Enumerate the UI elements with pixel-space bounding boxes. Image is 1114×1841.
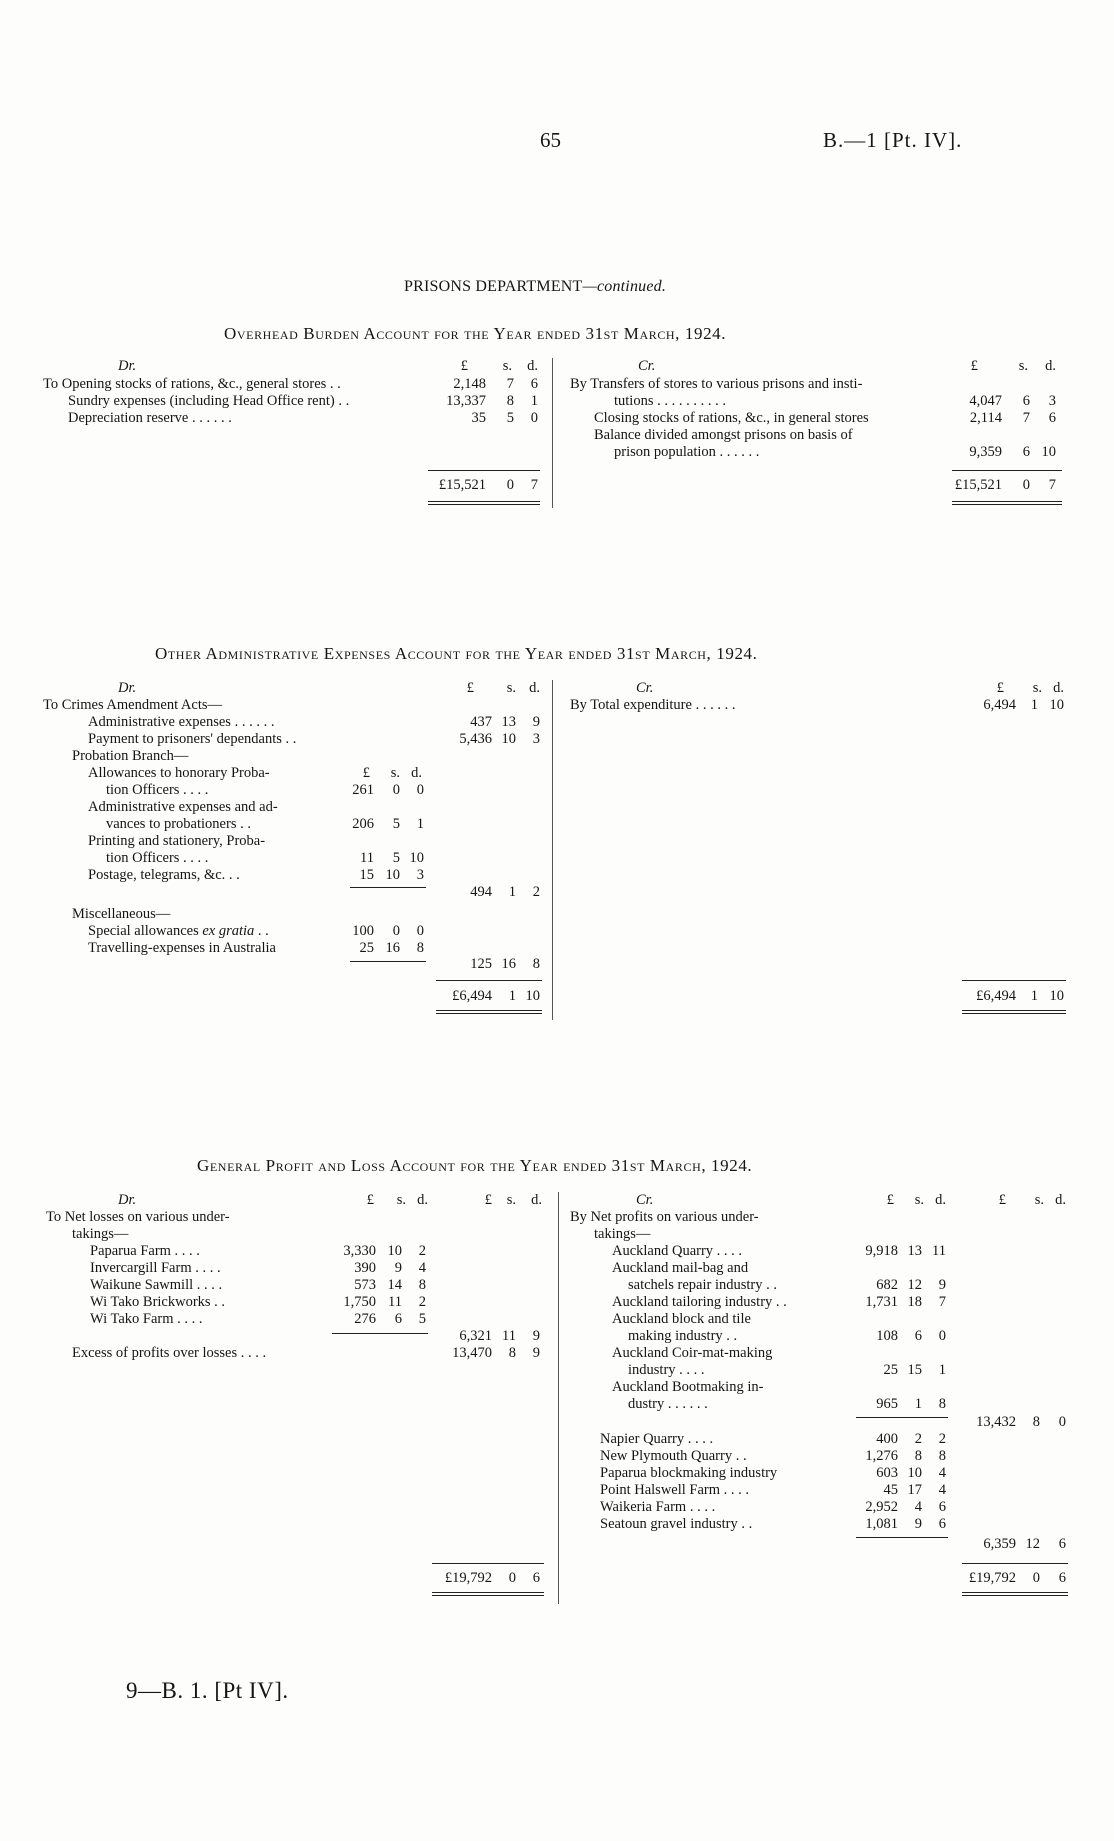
overhead-cr-row-shillings: 7 — [1022, 410, 1030, 426]
pl-cr-row-pence: 2 — [938, 1431, 946, 1447]
admin-crimes-row-text: Payment to prisoners' dependants . . — [88, 731, 297, 747]
pl-cr-row-text: Point Halswell Farm . . . . — [600, 1482, 750, 1498]
pl-dr-excess-shillings: 8 — [508, 1345, 516, 1361]
pl-cr-row-pence: 9 — [938, 1277, 946, 1293]
admin-cr-row-pence: 10 — [1049, 697, 1064, 713]
admin-crimes-row-pence: 3 — [532, 731, 540, 747]
overhead-dr-row-shillings: 5 — [506, 410, 514, 426]
admin-cr-row-pounds: 6,494 — [983, 697, 1016, 713]
pl-cr-row-pence: 4 — [938, 1465, 946, 1481]
admin-misc-total-shillings: 16 — [501, 956, 516, 972]
admin-cr-row-shillings: 1 — [1030, 697, 1038, 713]
pl-cr-row-shillings: 18 — [907, 1294, 922, 1310]
overhead-cr-col-pound: £ — [970, 358, 978, 374]
pl-cr-group2-total-pence: 6 — [1058, 1536, 1066, 1552]
admin-probation-row-text-cont: tion Officers . . . . — [106, 850, 209, 866]
pl-dr-heading: To Net losses on various under- — [46, 1209, 230, 1225]
pl-cr-group2-total-shillings: 12 — [1025, 1536, 1040, 1552]
pl-dr-total-pence: 6 — [532, 1570, 540, 1586]
pl-cr-row-pounds: 45 — [883, 1482, 898, 1498]
pl-cr-row-shillings: 13 — [907, 1243, 922, 1259]
pl-dr-losses-rule — [332, 1333, 428, 1334]
pl-title: General Profit and Loss Account for the Year ended 31st March, 1924. — [197, 1156, 753, 1175]
pl-dr-row-pence: 2 — [418, 1243, 426, 1259]
pl-dr-row-pounds: 3,330 — [343, 1243, 376, 1259]
pl-cr-group1-total-pounds: 13,432 — [976, 1414, 1016, 1430]
overhead-dr-total-rule — [428, 470, 540, 471]
pl-dr-excess-pounds: 13,470 — [452, 1345, 492, 1361]
overhead-title: Overhead Burden Account for the Year ended 31st March, 1924. — [224, 324, 727, 343]
admin-cr-total-rule — [962, 980, 1066, 981]
pl-cr-row-pence: 11 — [932, 1243, 946, 1259]
overhead-col-s: s. — [502, 358, 512, 374]
admin-cr-col-pound: £ — [996, 680, 1004, 696]
pl-cr-row-pounds: 400 — [876, 1431, 898, 1447]
admin-misc-row-shillings: 0 — [392, 923, 400, 939]
pl-cr-row-pence: 4 — [938, 1482, 946, 1498]
pl-cr-col-d-a: d. — [935, 1192, 946, 1208]
admin-crimes-row-text: Administrative expenses . . . . . . — [88, 714, 275, 730]
admin-cr-total-double-rule — [962, 1010, 1066, 1014]
pl-dr-col-d-b: d. — [531, 1192, 542, 1208]
overhead-dr-row-shillings: 7 — [506, 376, 514, 392]
pl-cr-row-text: Paparua blockmaking industry — [600, 1465, 778, 1481]
admin-col-pound: £ — [466, 680, 474, 696]
admin-cr-col-d: d. — [1053, 680, 1064, 696]
overhead-dr-total-double-rule — [428, 501, 540, 505]
pl-cr-heading: By Net profits on various under- — [570, 1209, 759, 1225]
pl-cr-row-text-cont: satchels repair industry . . — [628, 1277, 777, 1293]
pl-cr-row-text: Auckland Quarry . . . . — [612, 1243, 743, 1259]
pl-cr-col-d-b: d. — [1055, 1192, 1066, 1208]
overhead-dr-row-text: Sundry expenses (including Head Office rent) . . — [68, 393, 350, 409]
overhead-col-d: d. — [527, 358, 538, 374]
admin-probation-row-pence: 1 — [416, 816, 424, 832]
overhead-dr-label: Dr. — [118, 358, 137, 374]
overhead-cr-total-pounds: £15,521 — [954, 477, 1002, 493]
pl-cr-row-text: New Plymouth Quarry . . — [600, 1448, 747, 1464]
pl-cr-row-shillings: 1 — [914, 1396, 922, 1412]
pl-cr-group1-total-pence: 0 — [1058, 1414, 1066, 1430]
pl-cr-row-text: Auckland mail-bag and — [612, 1260, 749, 1276]
pl-cr-row-text: Auckland tailoring industry . . — [612, 1294, 787, 1310]
admin-probation-total-pence: 2 — [532, 884, 540, 900]
pl-cr-group1-rule — [856, 1417, 948, 1418]
admin-misc-row-pounds: 25 — [359, 940, 374, 956]
admin-misc-row-text-leader: . . — [254, 923, 269, 939]
overhead-dr-row-pounds: 2,148 — [453, 376, 486, 392]
admin-probation-col-pound: £ — [362, 765, 370, 781]
pl-dr-row-pounds: 573 — [354, 1277, 376, 1293]
admin-dr-total-rule — [436, 980, 542, 981]
pl-cr-row-pence: 6 — [938, 1516, 946, 1532]
overhead-cr-row-shillings: 6 — [1022, 444, 1030, 460]
pl-cr-row-pounds: 682 — [876, 1277, 898, 1293]
pl-cr-row-text: Auckland Coir-mat-making — [612, 1345, 773, 1361]
pl-dr-row-text: Invercargill Farm . . . . — [90, 1260, 221, 1276]
admin-probation-heading: Probation Branch— — [72, 748, 189, 764]
admin-dr-total-double-rule — [436, 1010, 542, 1014]
department-title — [404, 278, 666, 296]
admin-misc-row-pence: 0 — [416, 923, 424, 939]
admin-cr-label: Cr. — [636, 680, 654, 696]
overhead-cr-row-text: Closing stocks of rations, &c., in general stores — [594, 410, 869, 426]
pl-cr-total-double-rule — [962, 1592, 1068, 1596]
pl-cr-row-pounds: 9,918 — [865, 1243, 898, 1259]
overhead-cr-total-rule — [952, 470, 1062, 471]
admin-misc-row-text-a: Special allowances — [88, 923, 203, 939]
admin-dr-total-shillings: 1 — [508, 988, 516, 1004]
pl-dr-total-rule — [432, 1563, 544, 1564]
admin-probation-row-pounds: 261 — [352, 782, 374, 798]
admin-dr-label: Dr. — [118, 680, 137, 696]
admin-probation-col-d: d. — [411, 765, 422, 781]
pl-dr-col-pound-b: £ — [484, 1192, 492, 1208]
pl-dr-row-text: Wi Tako Brickworks . . — [90, 1294, 226, 1310]
overhead-dr-row-pence: 1 — [530, 393, 538, 409]
pl-cr-row-pounds: 1,276 — [865, 1448, 898, 1464]
admin-col-s: s. — [506, 680, 516, 696]
pl-cr-row-pounds: 2,952 — [865, 1499, 898, 1515]
pl-cr-row-pence: 8 — [938, 1448, 946, 1464]
admin-cr-col-s: s. — [1032, 680, 1042, 696]
pl-cr-group2-rule — [856, 1537, 948, 1538]
overhead-dr-row-pounds: 35 — [471, 410, 486, 426]
pl-cr-row-pounds: 108 — [876, 1328, 898, 1344]
overhead-cr-row-pence: 6 — [1048, 410, 1056, 426]
overhead-dr-row-text: Depreciation reserve . . . . . . — [68, 410, 232, 426]
pl-cr-row-pence: 6 — [938, 1499, 946, 1515]
overhead-dr-row-shillings: 8 — [506, 393, 514, 409]
pl-dr-total-double-rule — [432, 1592, 544, 1596]
admin-misc-subtotal-rule — [350, 961, 426, 962]
pl-cr-row-pounds: 25 — [883, 1362, 898, 1378]
admin-probation-total-pounds: 494 — [470, 884, 492, 900]
admin-dr-total-pence: 10 — [525, 988, 540, 1004]
pl-cr-col-s-a: s. — [914, 1192, 924, 1208]
pl-dr-total-shillings: 0 — [508, 1570, 516, 1586]
pl-cr-total-shillings: 0 — [1032, 1570, 1040, 1586]
pl-cr-row-text: Napier Quarry . . . . — [600, 1431, 714, 1447]
admin-probation-row-pounds: 11 — [360, 850, 374, 866]
department-name: PRISONS DEPARTMENT — [404, 278, 583, 295]
overhead-cr-row-text-cont: tutions . . . . . . . . . . — [614, 393, 726, 409]
admin-misc-row-text — [88, 923, 269, 940]
pl-cr-row-shillings: 4 — [914, 1499, 922, 1515]
admin-misc-row-pounds: 100 — [352, 923, 374, 939]
pl-dr-row-pence: 5 — [418, 1311, 426, 1327]
pl-cr-heading-cont: takings— — [594, 1226, 651, 1242]
pl-cr-row-shillings: 6 — [914, 1328, 922, 1344]
admin-probation-row-text: Printing and stationery, Proba- — [88, 833, 266, 849]
pl-dr-losses-total-pence: 9 — [532, 1328, 540, 1344]
pl-cr-row-pence: 8 — [938, 1396, 946, 1412]
admin-probation-row-pence: 10 — [409, 850, 424, 866]
admin-probation-row-text: Allowances to honorary Proba- — [88, 765, 270, 781]
admin-probation-row-shillings: 5 — [392, 816, 400, 832]
footer-signature: 9—B. 1. [Pt IV]. — [126, 1678, 289, 1703]
pl-cr-total-pence: 6 — [1058, 1570, 1066, 1586]
pl-cr-col-pound-a: £ — [886, 1192, 894, 1208]
pl-cr-row-text-cont: industry . . . . — [628, 1362, 705, 1378]
department-continued: —continued. — [582, 278, 667, 295]
admin-misc-row-pence: 8 — [416, 940, 424, 956]
admin-cr-total-shillings: 1 — [1030, 988, 1038, 1004]
pl-cr-row-pounds: 1,081 — [865, 1516, 898, 1532]
pl-cr-col-pound-b: £ — [998, 1192, 1006, 1208]
admin-probation-total-shillings: 1 — [508, 884, 516, 900]
pl-dr-col-s-a: s. — [396, 1192, 406, 1208]
pl-dr-losses-total-pounds: 6,321 — [459, 1328, 492, 1344]
admin-probation-row-shillings: 0 — [392, 782, 400, 798]
pl-dr-col-d-a: d. — [417, 1192, 428, 1208]
pl-cr-row-shillings: 15 — [907, 1362, 922, 1378]
pl-cr-row-text: Waikeria Farm . . . . — [600, 1499, 716, 1515]
overhead-dr-total-shillings: 0 — [506, 477, 514, 493]
pl-dr-row-shillings: 11 — [388, 1294, 402, 1310]
pl-dr-excess-pence: 9 — [532, 1345, 540, 1361]
pl-dr-row-pence: 4 — [418, 1260, 426, 1276]
overhead-cr-row-pounds: 4,047 — [969, 393, 1002, 409]
pl-dr-row-pence: 2 — [418, 1294, 426, 1310]
overhead-cr-row-pounds: 9,359 — [969, 444, 1002, 460]
overhead-dr-total-pounds: £15,521 — [438, 477, 486, 493]
admin-probation-row-shillings: 10 — [385, 867, 400, 883]
pl-cr-row-text-cont: dustry . . . . . . — [628, 1396, 708, 1412]
admin-misc-row-shillings: 16 — [385, 940, 400, 956]
admin-divider — [552, 680, 553, 1020]
pl-dr-losses-total-shillings: 11 — [502, 1328, 516, 1344]
admin-crimes-heading: To Crimes Amendment Acts— — [43, 697, 223, 713]
pl-dr-row-pounds: 276 — [354, 1311, 376, 1327]
pl-cr-row-shillings: 9 — [914, 1516, 922, 1532]
pl-cr-row-pence: 0 — [938, 1328, 946, 1344]
pl-cr-row-pounds: 965 — [876, 1396, 898, 1412]
overhead-col-pound: £ — [460, 358, 468, 374]
admin-cr-row-text: By Total expenditure . . . . . . — [570, 697, 736, 713]
admin-probation-subtotal-rule — [350, 887, 426, 888]
admin-misc-row-text-italic: ex gratia — [202, 923, 255, 939]
pl-dr-col-pound-a: £ — [366, 1192, 374, 1208]
admin-misc-heading: Miscellaneous— — [72, 906, 171, 922]
admin-probation-row-pence: 3 — [416, 867, 424, 883]
overhead-cr-row-text: By Transfers of stores to various prisons and insti- — [570, 376, 863, 392]
admin-probation-row-text: Postage, telegrams, &c. . . — [88, 867, 240, 883]
pl-dr-col-s-b: s. — [506, 1192, 516, 1208]
pl-cr-group1-total-shillings: 8 — [1032, 1414, 1040, 1430]
overhead-dr-row-pence: 0 — [530, 410, 538, 426]
overhead-cr-row-pounds: 2,114 — [969, 410, 1002, 426]
overhead-cr-label: Cr. — [638, 358, 656, 374]
pl-cr-total-pounds: £19,792 — [968, 1570, 1016, 1586]
admin-dr-total-pounds: £6,494 — [452, 988, 492, 1004]
admin-probation-col-s: s. — [390, 765, 400, 781]
pl-cr-label: Cr. — [636, 1192, 654, 1208]
pl-cr-row-shillings: 2 — [914, 1431, 922, 1447]
pl-dr-row-text: Waikune Sawmill . . . . — [90, 1277, 223, 1293]
pl-dr-label: Dr. — [118, 1192, 137, 1208]
admin-probation-row-text-cont: tion Officers . . . . — [106, 782, 209, 798]
pl-cr-row-pence: 1 — [938, 1362, 946, 1378]
overhead-dr-row-pence: 6 — [530, 376, 538, 392]
overhead-cr-row-text: Balance divided amongst prisons on basis of — [594, 427, 853, 443]
overhead-divider — [552, 358, 553, 508]
pl-dr-row-shillings: 9 — [394, 1260, 402, 1276]
pl-dr-row-shillings: 14 — [387, 1277, 402, 1293]
overhead-cr-row-pence: 10 — [1041, 444, 1056, 460]
admin-probation-row-text: Administrative expenses and ad- — [88, 799, 278, 815]
pl-dr-row-pounds: 1,750 — [343, 1294, 376, 1310]
admin-crimes-row-pounds: 437 — [470, 714, 492, 730]
pl-cr-row-text-cont: making industry . . — [628, 1328, 738, 1344]
document-reference: B.—1 [Pt. IV]. — [823, 128, 963, 152]
admin-title: Other Administrative Expenses Account for the Year ended 31st March, 1924. — [155, 644, 758, 663]
admin-probation-row-pence: 0 — [416, 782, 424, 798]
pl-cr-row-pounds: 603 — [876, 1465, 898, 1481]
pl-dr-row-shillings: 6 — [394, 1311, 402, 1327]
admin-crimes-row-shillings: 13 — [501, 714, 516, 730]
admin-col-d: d. — [529, 680, 540, 696]
pl-cr-row-text: Seatoun gravel industry . . — [600, 1516, 753, 1532]
admin-probation-row-pounds: 206 — [352, 816, 374, 832]
pl-cr-row-shillings: 17 — [907, 1482, 922, 1498]
pl-cr-row-shillings: 8 — [914, 1448, 922, 1464]
pl-dr-heading-cont: takings— — [72, 1226, 129, 1242]
pl-cr-col-s-b: s. — [1034, 1192, 1044, 1208]
pl-dr-excess-text: Excess of profits over losses . . . . — [72, 1345, 267, 1361]
pl-dr-row-shillings: 10 — [387, 1243, 402, 1259]
admin-probation-row-shillings: 5 — [392, 850, 400, 866]
pl-dr-row-pence: 8 — [418, 1277, 426, 1293]
pl-dr-row-text: Paparua Farm . . . . — [90, 1243, 200, 1259]
pl-dr-total-pounds: £19,792 — [444, 1570, 492, 1586]
page-number: 65 — [540, 128, 561, 152]
pl-cr-row-pounds: 1,731 — [865, 1294, 898, 1310]
overhead-dr-row-text: To Opening stocks of rations, &c., general stores . . — [43, 376, 341, 392]
pl-dr-row-text: Wi Tako Farm . . . . — [90, 1311, 203, 1327]
overhead-cr-total-shillings: 0 — [1022, 477, 1030, 493]
admin-misc-total-pounds: 125 — [470, 956, 492, 972]
pl-cr-row-shillings: 10 — [907, 1465, 922, 1481]
overhead-cr-total-pence: 7 — [1048, 477, 1056, 493]
pl-cr-row-pence: 7 — [938, 1294, 946, 1310]
admin-cr-total-pence: 10 — [1049, 988, 1064, 1004]
overhead-dr-row-pounds: 13,337 — [446, 393, 486, 409]
overhead-cr-row-text-cont: prison population . . . . . . — [614, 444, 760, 460]
overhead-cr-row-pence: 3 — [1048, 393, 1056, 409]
overhead-dr-total-pence: 7 — [530, 477, 538, 493]
admin-crimes-row-shillings: 10 — [501, 731, 516, 747]
admin-crimes-row-pence: 9 — [532, 714, 540, 730]
overhead-cr-row-shillings: 6 — [1022, 393, 1030, 409]
admin-misc-row-text: Travelling-expenses in Australia — [88, 940, 276, 956]
pl-cr-row-text: Auckland Bootmaking in- — [612, 1379, 764, 1395]
pl-cr-total-rule — [962, 1563, 1068, 1564]
overhead-cr-col-d: d. — [1045, 358, 1056, 374]
admin-probation-row-text-cont: vances to probationers . . — [106, 816, 251, 832]
pl-cr-row-text: Auckland block and tile — [612, 1311, 751, 1327]
pl-cr-group2-total-pounds: 6,359 — [983, 1536, 1016, 1552]
admin-misc-total-pence: 8 — [532, 956, 540, 972]
pl-divider — [558, 1192, 559, 1604]
overhead-cr-total-double-rule — [952, 501, 1062, 505]
admin-probation-row-pounds: 15 — [359, 867, 374, 883]
admin-cr-total-pounds: £6,494 — [976, 988, 1016, 1004]
pl-cr-row-shillings: 12 — [907, 1277, 922, 1293]
overhead-cr-col-s: s. — [1018, 358, 1028, 374]
pl-dr-row-pounds: 390 — [354, 1260, 376, 1276]
admin-crimes-row-pounds: 5,436 — [459, 731, 492, 747]
